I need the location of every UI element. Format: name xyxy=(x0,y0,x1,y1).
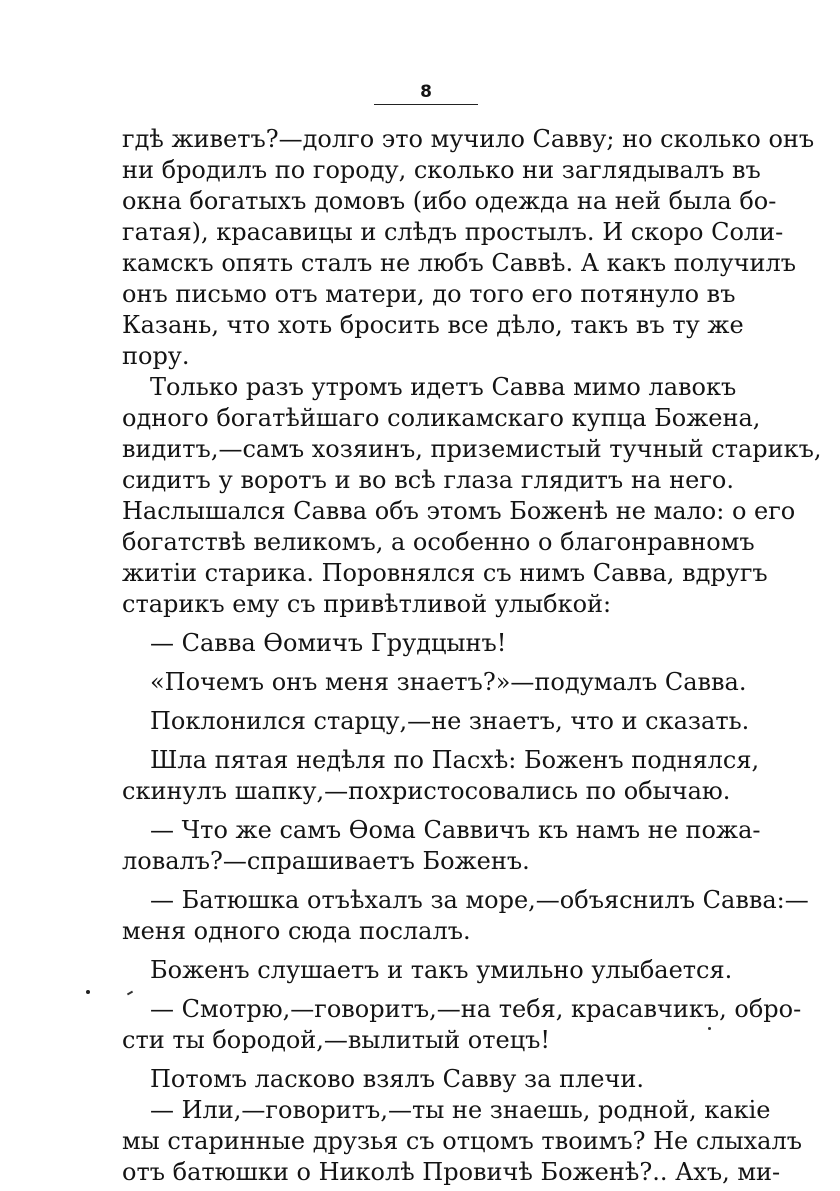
margin-ink-dot xyxy=(86,990,90,994)
text-line: житіи старика. Поровнялся съ нимъ Савва, вдругъ xyxy=(122,559,768,587)
text-line: — Или,—говоритъ,—ты не знаешь, родной, какіе xyxy=(150,1096,771,1124)
text-line: одного богатѣйшаго соликамскаго купца Божена, xyxy=(122,404,761,432)
text-line: — Что же самъ Ѳома Саввичъ къ намъ не пожа- xyxy=(150,816,761,844)
text-line: Только разъ утромъ идетъ Савва мимо лавокъ xyxy=(150,373,737,401)
text-line: — Батюшка отъѣхалъ за море,—объяснилъ Савва:— xyxy=(150,886,809,914)
body-text xyxy=(122,124,822,1188)
text-line: сти ты бородой,—вылитый отецъ! xyxy=(122,1026,551,1054)
text-line: Поклонился старцу,—не знаетъ, что и сказать. xyxy=(150,707,750,735)
text-line: мы старинные друзья съ отцомъ твоимъ? Не слыхалъ xyxy=(122,1127,802,1155)
text-line: видитъ,—самъ хозяинъ, приземистый тучный старикъ, xyxy=(122,435,822,463)
text-line: ловалъ?—спрашиваетъ Боженъ. xyxy=(122,847,530,875)
text-line: Шла пятая недѣля по Пасхѣ: Боженъ поднялся, xyxy=(150,746,760,774)
text-line: гдѣ живетъ?—долго это мучило Савву; но сколько онъ xyxy=(122,125,815,153)
text-line: Наслышался Савва объ этомъ Боженѣ не мало: о его xyxy=(122,497,796,525)
ink-speck xyxy=(708,1027,711,1030)
text-line: онъ письмо отъ матери, до того его потянуло въ xyxy=(122,280,736,308)
text-line: отъ батюшки о Николѣ Провичѣ Боженѣ?.. Ахъ, ми- xyxy=(122,1158,781,1186)
text-line: пору. xyxy=(122,342,190,370)
text-line: — Смотрю,—говоритъ,—на тебя, красавчикъ, обро- xyxy=(150,995,802,1023)
text-line: меня одного сюда послалъ. xyxy=(122,917,471,945)
text-line: богатствѣ великомъ, а особенно о благонравномъ xyxy=(122,528,755,556)
text-line: Боженъ слушаетъ и такъ умильно улыбается. xyxy=(150,956,733,984)
header-rule xyxy=(374,104,478,105)
text-line: Казань, что хоть бросить все дѣло, такъ въ ту же xyxy=(122,311,744,339)
text-line: — Савва Ѳомичъ Грудцынъ! xyxy=(150,629,507,657)
text-line: ни бродилъ по городу, сколько ни заглядывалъ въ xyxy=(122,156,761,184)
text-line: старикъ ему съ привѣтливой улыбкой: xyxy=(122,590,612,618)
page-number: 8 xyxy=(420,82,432,102)
text-line: скинулъ шапку,—похристосовались по обычаю. xyxy=(122,777,731,805)
text-line: окна богатыхъ домовъ (ибо одежда на ней была бо- xyxy=(122,187,777,215)
text-line: Потомъ ласково взялъ Савву за плечи. xyxy=(150,1065,645,1093)
text-line: сидитъ у воротъ и во всѣ глаза глядитъ на него. xyxy=(122,466,734,494)
text-line: «Почемъ онъ меня знаетъ?»—подумалъ Савва. xyxy=(150,668,747,696)
text-line: гатая), красавицы и слѣдъ простылъ. И скоро Соли- xyxy=(122,218,784,246)
text-line: камскъ опять сталъ не любъ Саввѣ. А какъ получилъ xyxy=(122,249,796,277)
